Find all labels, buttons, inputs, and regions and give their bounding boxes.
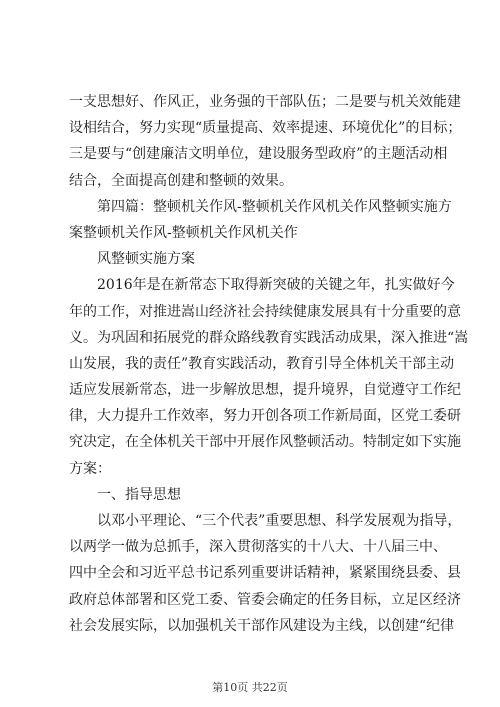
- text-line: 律，大力提升工作效率，努力开创各项工作新局面，区党工委研: [69, 408, 461, 425]
- text-line: 年的工作，对推进嵩山经济社会持续健康发展具有十分重要的意: [69, 303, 461, 320]
- text-line: 义。为巩固和拓展党的群众路线教育实践活动成果，深入推进“嵩: [69, 329, 469, 346]
- text-line: 方案：: [69, 460, 111, 477]
- section-heading-line: 案整顿机关作风-整顿机关作风机关作: [69, 224, 298, 241]
- section-heading-line: 第四篇：整顿机关作风-整顿机关作风机关作风整顿实施方: [97, 198, 452, 215]
- text-line: 山发展，我的责任”教育实践活动，教育引导全体机关干部主动: [69, 355, 455, 372]
- text-line: 政府总体部署和区党工委、管委会确定的任务目标，立足区经济: [69, 591, 461, 608]
- text-line: 究决定，在全体机关干部中开展作风整顿活动。特制定如下实施: [69, 434, 461, 451]
- page-number-footer: 第10页 共22页: [212, 681, 288, 694]
- text-line: 设相结合，努力实现“质量提高、效率提速、环境优化”的目标；: [69, 120, 462, 137]
- text-line: 以两学一做为总抓手，深入贯彻落实的十八大、十八届三中、: [69, 539, 447, 556]
- text-line: 四中全会和习近平总书记系列重要讲话精神，紧紧围绕县委、县: [69, 565, 461, 582]
- section-heading-line: 风整顿实施方案: [97, 251, 195, 268]
- text-line: 2016年是在新常态下取得新突破的关键之年，扎实做好今: [97, 277, 455, 294]
- text-line: 社会发展实际，以加强机关干部作风建设为主线，以创建“纪律: [69, 617, 455, 634]
- document-body: [69, 89, 469, 639]
- text-line: 一支思想好、作风正，业务强的干部队伍；二是要与机关效能建: [69, 94, 461, 110]
- text-line: 结合，全面提高创建和整顿的效果。: [69, 172, 293, 189]
- text-line: 以邓小平理论、“三个代表”重要思想、科学发展观为指导，: [97, 513, 462, 529]
- text-line: 适应发展新常态，进一步解放思想，提升境界，自觉遵守工作纪: [69, 382, 461, 399]
- text-line: 三是要与“创建廉洁文明单位，建设服务型政府”的主题活动相: [69, 146, 448, 163]
- subsection-heading: 一、指导思想: [97, 486, 181, 503]
